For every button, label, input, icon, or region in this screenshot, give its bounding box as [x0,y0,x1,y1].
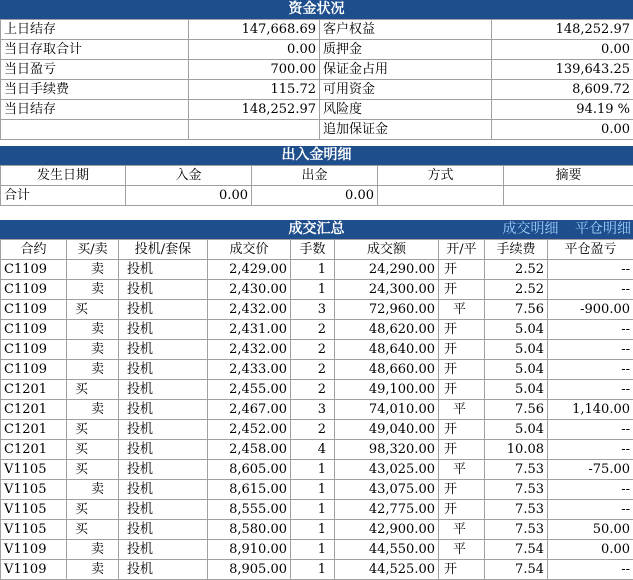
trade-hedge: 投机 [119,460,208,480]
trade-qty: 1 [291,460,335,480]
trade-side: 卖 [67,340,119,360]
trade-hedge: 投机 [119,520,208,540]
trade-contract: V1105 [1,500,67,520]
trade-fee: 7.56 [485,300,548,320]
funds-left-value [189,120,320,140]
trade-openclose: 开 [439,480,485,500]
io-total-memo [504,186,633,206]
trade-row [1,380,633,400]
funds-right-label: 风险度 [320,100,492,120]
trade-contract: V1109 [1,540,67,560]
funds-right-value: 0.00 [492,120,633,140]
trade-hedge: 投机 [119,340,208,360]
funds-left-value: 0.00 [189,40,320,60]
funds-right-label: 保证金占用 [320,60,492,80]
trade-openclose: 开 [439,560,485,580]
trade-side: 卖 [67,400,119,420]
trade-fee: 7.56 [485,400,548,420]
trade-openclose: 平 [439,540,485,560]
funds-left-value: 147,668.69 [189,20,320,40]
trade-pl: -- [548,320,633,340]
trade-row [1,420,633,440]
trade-hedge: 投机 [119,260,208,280]
trade-qty: 3 [291,300,335,320]
trade-amount: 42,900.00 [335,520,439,540]
trade-side: 卖 [67,320,119,340]
trade-fee: 2.52 [485,280,548,300]
trade-qty: 1 [291,260,335,280]
funds-right-label: 可用资金 [320,80,492,100]
trade-fee: 7.54 [485,560,548,580]
trade-price: 2,433.00 [208,360,291,380]
trade-contract: V1105 [1,480,67,500]
funds-left-label: 当日结存 [1,100,189,120]
trade-pl: -- [548,340,633,360]
funds-row [1,60,633,80]
funds-left-value: 148,252.97 [189,100,320,120]
trade-pl: -- [548,560,633,580]
trade-side: 卖 [67,480,119,500]
trade-price: 2,467.00 [208,400,291,420]
trade-hedge: 投机 [119,320,208,340]
funds-table [0,19,633,140]
trade-detail-link[interactable]: 成交明细 [503,221,559,237]
trade-contract: C1109 [1,280,67,300]
trade-row [1,480,633,500]
trade-contract: C1109 [1,260,67,280]
io-total-row [1,186,633,206]
io-total-label: 合计 [1,186,126,206]
trade-pl: -- [548,260,633,280]
trade-contract: C1201 [1,420,67,440]
trade-contract: C1109 [1,360,67,380]
trade-hedge: 投机 [119,420,208,440]
trades-header-contract: 合约 [1,240,67,260]
trade-contract: V1105 [1,460,67,480]
trade-fee: 5.04 [485,320,548,340]
trade-pl: -- [548,420,633,440]
trades-header-openclose: 开/平 [439,240,485,260]
trade-openclose: 开 [439,340,485,360]
trade-openclose: 开 [439,360,485,380]
trade-contract: C1201 [1,440,67,460]
trade-hedge: 投机 [119,360,208,380]
funds-left-label: 当日手续费 [1,80,189,100]
trade-row [1,280,633,300]
funds-right-label: 质押金 [320,40,492,60]
trade-price: 2,432.00 [208,340,291,360]
trade-side: 卖 [67,260,119,280]
funds-left-label: 上日结存 [1,20,189,40]
trade-price: 8,605.00 [208,460,291,480]
trades-header-pl: 平仓盈亏 [548,240,633,260]
trade-side: 买 [67,460,119,480]
io-header-out: 出金 [252,166,378,186]
funds-right-label: 追加保证金 [320,120,492,140]
io-total-method [378,186,504,206]
trade-side: 卖 [67,280,119,300]
trade-price: 2,458.00 [208,440,291,460]
trade-contract: C1201 [1,400,67,420]
funds-row [1,40,633,60]
funds-row [1,100,633,120]
io-header-in: 入金 [126,166,252,186]
funds-right-value: 94.19 % [492,100,633,120]
trade-side: 卖 [67,540,119,560]
trade-fee: 5.04 [485,340,548,360]
trades-header-side: 买/卖 [67,240,119,260]
trade-price: 2,431.00 [208,320,291,340]
trade-price: 8,580.00 [208,520,291,540]
trades-table [0,239,633,580]
trade-amount: 48,640.00 [335,340,439,360]
trade-hedge: 投机 [119,480,208,500]
funds-left-label: 当日盈亏 [1,60,189,80]
trade-qty: 2 [291,320,335,340]
trade-fee: 7.53 [485,500,548,520]
trade-qty: 1 [291,480,335,500]
funds-section-title: 资金状况 [0,0,633,19]
trade-row [1,500,633,520]
io-header-date: 发生日期 [1,166,126,186]
trade-amount: 43,025.00 [335,460,439,480]
trade-hedge: 投机 [119,440,208,460]
trade-side: 卖 [67,560,119,580]
trade-row [1,340,633,360]
trade-fee: 5.04 [485,380,548,400]
trade-pl: -- [548,360,633,380]
trade-amount: 24,300.00 [335,280,439,300]
trade-hedge: 投机 [119,560,208,580]
trade-fee: 2.52 [485,260,548,280]
trades-header-hedge: 投机/套保 [119,240,208,260]
trade-price: 2,455.00 [208,380,291,400]
trade-fee: 7.53 [485,460,548,480]
funds-row [1,80,633,100]
trades-title-text: 成交汇总 [289,221,345,237]
trade-pl: 0.00 [548,540,633,560]
trade-price: 2,430.00 [208,280,291,300]
trade-amount: 44,525.00 [335,560,439,580]
funds-left-value: 115.72 [189,80,320,100]
trades-header-row [1,240,633,260]
trades-links [491,220,631,239]
funds-right-value: 0.00 [492,40,633,60]
trade-openclose: 开 [439,440,485,460]
trade-fee: 7.54 [485,540,548,560]
trade-openclose: 开 [439,260,485,280]
trade-amount: 74,010.00 [335,400,439,420]
trade-side: 买 [67,300,119,320]
trade-row [1,540,633,560]
trades-section-title [0,220,633,239]
trade-side: 买 [67,520,119,540]
trade-hedge: 投机 [119,380,208,400]
trade-price: 8,555.00 [208,500,291,520]
trade-openclose: 开 [439,420,485,440]
trade-hedge: 投机 [119,540,208,560]
trade-openclose: 开 [439,280,485,300]
funds-right-label: 客户权益 [320,20,492,40]
trade-row [1,300,633,320]
trade-amount: 42,775.00 [335,500,439,520]
trade-contract: C1201 [1,380,67,400]
funds-right-value: 139,643.25 [492,60,633,80]
io-total-out: 0.00 [252,186,378,206]
funds-row [1,120,633,140]
trade-contract: V1109 [1,560,67,580]
trade-qty: 1 [291,500,335,520]
trade-row [1,360,633,380]
trade-fee: 10.08 [485,440,548,460]
trade-price: 2,432.00 [208,300,291,320]
trade-amount: 98,320.00 [335,440,439,460]
trade-pl: -- [548,440,633,460]
trade-pl: -- [548,480,633,500]
trade-pl: -75.00 [548,460,633,480]
trade-row [1,520,633,540]
trade-openclose: 平 [439,400,485,420]
trade-qty: 4 [291,440,335,460]
trade-price: 8,905.00 [208,560,291,580]
trade-amount: 49,100.00 [335,380,439,400]
trade-contract: C1109 [1,340,67,360]
trades-header-fee: 手续费 [485,240,548,260]
trades-header-qty: 手数 [291,240,335,260]
trade-row [1,320,633,340]
funds-row [1,20,633,40]
trade-pl: -- [548,500,633,520]
trade-side: 买 [67,420,119,440]
trade-openclose: 平 [439,520,485,540]
trade-price: 8,615.00 [208,480,291,500]
trade-row [1,560,633,580]
trade-pl: -- [548,280,633,300]
trade-hedge: 投机 [119,280,208,300]
io-header-row [1,166,633,186]
trade-contract: C1109 [1,320,67,340]
trade-openclose: 开 [439,380,485,400]
trade-contract: V1105 [1,520,67,540]
trade-contract: C1109 [1,300,67,320]
funds-left-label: 当日存取合计 [1,40,189,60]
trade-price: 2,429.00 [208,260,291,280]
trade-row [1,440,633,460]
io-header-method: 方式 [378,166,504,186]
trade-openclose: 平 [439,300,485,320]
trade-amount: 43,075.00 [335,480,439,500]
trade-pl: 50.00 [548,520,633,540]
funds-left-label [1,120,189,140]
funds-left-value: 700.00 [189,60,320,80]
trade-hedge: 投机 [119,300,208,320]
trade-fee: 7.53 [485,520,548,540]
io-section-title: 出入金明细 [0,146,633,165]
trade-qty: 2 [291,360,335,380]
trade-hedge: 投机 [119,400,208,420]
trade-qty: 2 [291,340,335,360]
trade-openclose: 平 [439,460,485,480]
trade-row [1,400,633,420]
trade-fee: 7.53 [485,480,548,500]
trade-row [1,460,633,480]
trade-amount: 44,550.00 [335,540,439,560]
trade-openclose: 开 [439,320,485,340]
trade-amount: 72,960.00 [335,300,439,320]
trade-qty: 3 [291,400,335,420]
trades-header-price: 成交价 [208,240,291,260]
trade-qty: 1 [291,560,335,580]
trade-qty: 1 [291,540,335,560]
trade-amount: 49,040.00 [335,420,439,440]
trade-amount: 24,290.00 [335,260,439,280]
trade-price: 8,910.00 [208,540,291,560]
io-total-in: 0.00 [126,186,252,206]
trade-qty: 2 [291,420,335,440]
trade-side: 卖 [67,360,119,380]
trade-qty: 1 [291,520,335,540]
trade-fee: 5.04 [485,420,548,440]
trade-price: 2,452.00 [208,420,291,440]
trade-amount: 48,660.00 [335,360,439,380]
funds-right-value: 8,609.72 [492,80,633,100]
trade-side: 买 [67,500,119,520]
trade-openclose: 开 [439,500,485,520]
trade-fee: 5.04 [485,360,548,380]
trade-pl: -900.00 [548,300,633,320]
trade-side: 买 [67,380,119,400]
trade-qty: 2 [291,380,335,400]
io-header-memo: 摘要 [504,166,633,186]
trade-row [1,260,633,280]
trade-amount: 48,620.00 [335,320,439,340]
trades-header-amount: 成交额 [335,240,439,260]
io-table [0,165,633,206]
trade-hedge: 投机 [119,500,208,520]
funds-right-value: 148,252.97 [492,20,633,40]
trade-side: 买 [67,440,119,460]
close-detail-link[interactable]: 平仓明细 [575,221,631,237]
trade-pl: 1,140.00 [548,400,633,420]
trade-pl: -- [548,380,633,400]
trade-qty: 1 [291,280,335,300]
